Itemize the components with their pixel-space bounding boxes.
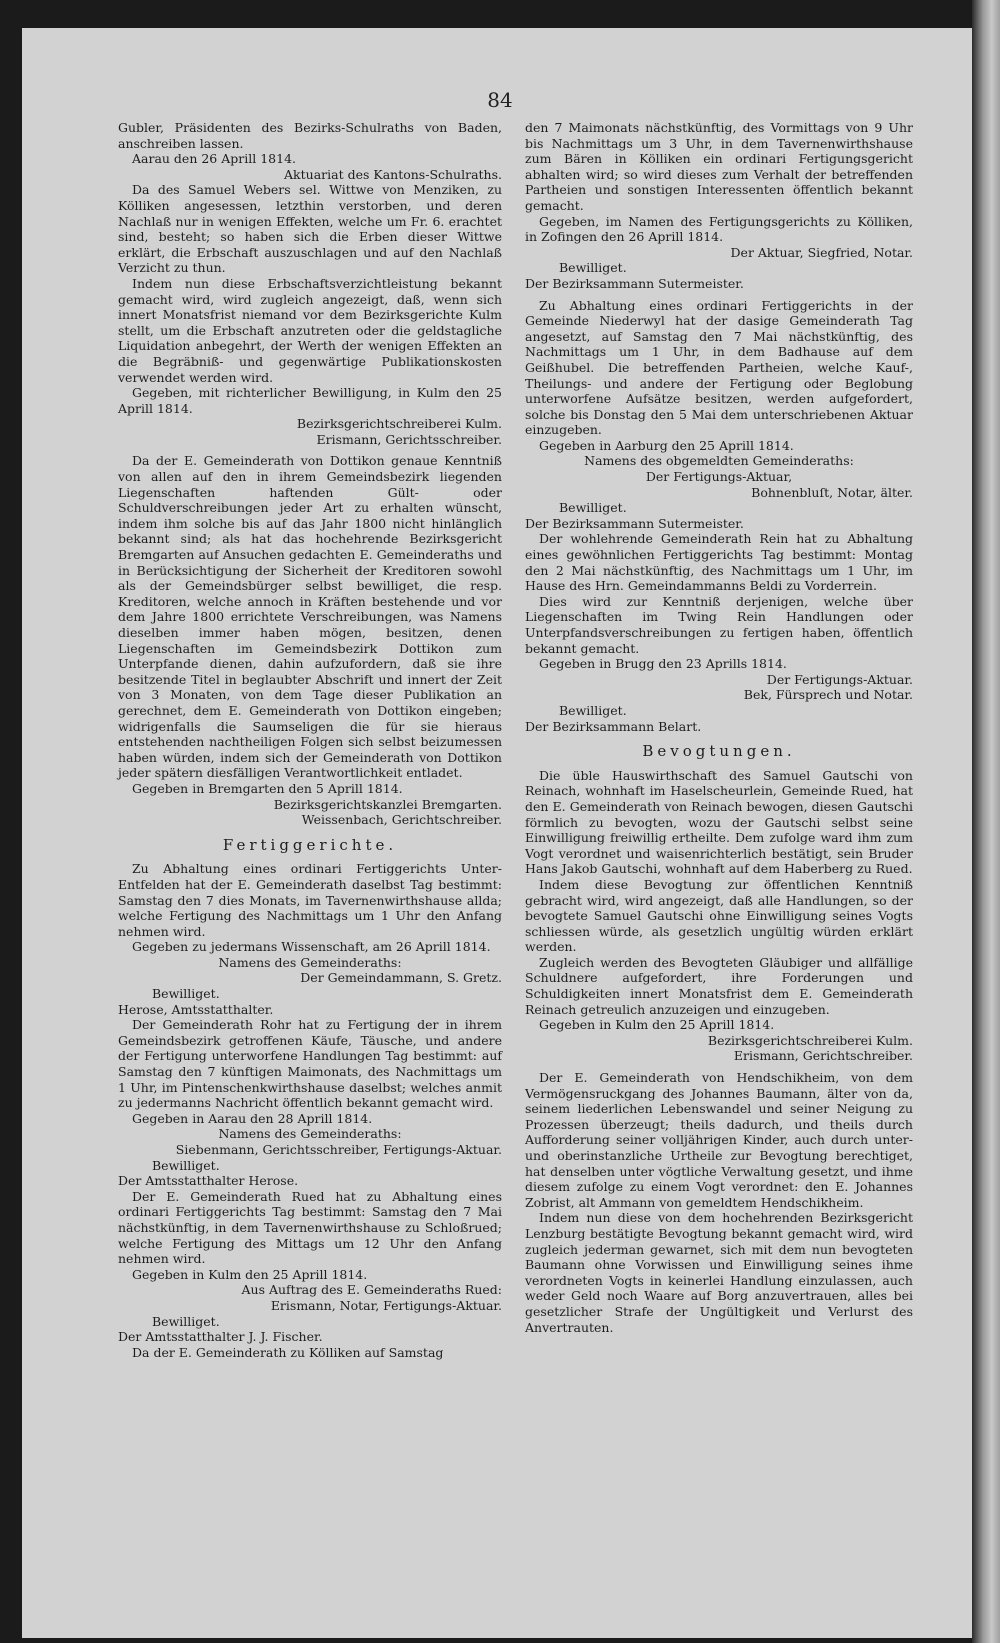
paragraph: Zugleich werden des Bevogteten Gläubiger und allfällige Schuldnere aufgefordert, ihre Forderungen und Schuldigkeiten innert Monatsfrist dem E. Gemeinderath Reinach getreulich anzuzeigen und einzugeben.	[525, 954, 913, 1017]
paragraph: Gegeben in Kulm den 25 Aprill 1814.	[539, 1017, 775, 1033]
paragraph: Der E. Gemeinderath Rued hat zu Abhaltung eines ordinari Fertiggerichts Tag bestimmt: Samstag den 7 Mai nächstkünftig, in dem Tavernenwirthshause zu Schloßrued; welche Fertigung des Mittags um 12 Uhr den Anfang nehmen wird.	[118, 1188, 502, 1267]
paragraph: Bewilliget.	[559, 702, 627, 718]
paragraph: Bezirksgerichtschreiberei Kulm.	[707, 1032, 913, 1048]
paragraph: Siebenmann, Gerichtsschreiber, Fertigungs-Aktuar.	[175, 1142, 502, 1157]
paragraph: Bewilliget.	[559, 500, 627, 516]
section-heading: Bevogtungen.	[642, 742, 796, 761]
paragraph: Aktuariat des Kantons-Schulraths.	[284, 166, 502, 182]
paragraph: Der Bezirksammann Sutermeister.	[525, 275, 744, 291]
paragraph: Dies wird zur Kenntniß derjenigen, welche über Liegenschaften im Twing Rein Handlungen oder Unterpfandsverschreibungen zu fertigen haben, öffentlich bekannt gemacht.	[525, 593, 913, 656]
paragraph: Gegeben in Brugg den 23 Aprills 1814.	[539, 656, 787, 672]
paragraph: Da der E. Gemeinderath zu Kölliken auf Samstag	[132, 1344, 444, 1360]
page-number: 84	[487, 88, 513, 112]
paragraph: Der wohlehrende Gemeinderath Rein hat zu Abhaltung eines gewöhnlichen Fertiggerichts Tag bestimmt: Montag den 2 Mai nächstkünftig, des Nachmittags um 1 Uhr, im Hause des Hrn. Gemeindammanns Beldi zu Vorderrein.	[525, 531, 913, 594]
paragraph: Gegeben, im Namen des Fertigungsgerichts zu Kölliken, in Zofingen den 26 Aprill 1814.	[525, 213, 913, 245]
paragraph: Indem nun diese Erbschaftsverzichtleistung bekannt gemacht wird, wird zugleich angezeigt, daß, wenn sich innert Monatsfrist niemand vor dem Bezirksgerichte Kulm stellt, um die Erbschaft anzutreten oder die geldstagliche Liquidation anbegehrt, der Werth der wenigen Effekten an die Begräbniß- und gegenwärtige Publikationskosten verwendet werden wird.	[118, 275, 502, 385]
paragraph: Bek, Fürsprech und Notar.	[743, 687, 913, 703]
next-page-edge	[972, 0, 1000, 1643]
paragraph: Der E. Gemeinderath von Hendschikheim, von dem Vermögensruckgang des Johannes Baumann, älter von da, seinem liederlichen Lebenswandel und seiner Neigung zu Prozessen überzeugt; theils dadurch, und theils durch Aufforderung seiner volljährigen Kinder, auch durch unter- und oberinstanzliche Urtheile zur Bevogtung berechtiget, hat denselben unter vögtliche Verwaltung gesetzt, und ihme diesem zufolge zu einem Vogt verordnet: den E. Johannes Zobrist, alt Ammann von gemeldtem Hendschikheim.	[525, 1070, 913, 1210]
paragraph: Gegeben in Aarburg den 25 Aprill 1814.	[539, 437, 794, 453]
paragraph: Der Amtsstatthalter J. J. Fischer.	[118, 1329, 323, 1345]
paragraph: Der Fertigungs-Aktuar,	[645, 469, 793, 485]
paragraph: Gegeben zu jedermans Wissenschaft, am 26 Aprill 1814.	[132, 939, 491, 955]
left-column	[118, 120, 502, 1360]
paragraph: Gegeben in Aarau den 28 Aprill 1814.	[132, 1110, 373, 1126]
paragraph: Bohnenbluſt, Notar, älter.	[751, 484, 913, 500]
paragraph: Weissenbach, Gerichtschreiber.	[301, 812, 502, 828]
paragraph: Zu Abhaltung eines ordinari Fertiggerichts Unter-Entfelden hat der E. Gemeinderath daselbst Tag bestimmt: Samstag den 7 dies Monats, im Tavernenwirthshause allda; welche Fertigung des Nachmittags um 1 Uhr den Anfang nehmen wird.	[118, 861, 502, 939]
paragraph: Der Gemeindammann, S. Gretz.	[300, 970, 502, 986]
paragraph: Zu Abhaltung eines ordinari Fertiggerichts in der Gemeinde Niederwyl hat der dasige Gemeinderath Tag angesetzt, auf Samstag den 7 Mai nächstkünftig, des Nachmittags um 1 Uhr, in dem Badhause auf dem Geißhubel. Die betreffenden Partheien, welche Kauf-, Theilungs- und andere der Fertigung oder Beglobung unterworfene Aufsätze besitzen, werden aufgefordert, solche bis Donstag den 5 Mai dem unterschriebenen Aktuar einzugeben.	[525, 297, 913, 438]
paragraph: Bewilliget.	[152, 1313, 220, 1329]
paragraph: Namens des Gemeinderaths:	[218, 954, 402, 970]
paragraph: Bezirksgerichtskanzlei Bremgarten.	[273, 796, 502, 812]
paragraph: Namens des obgemeldten Gemeinderaths:	[584, 453, 854, 469]
paragraph: Der Amtsstatthalter Herose.	[118, 1173, 299, 1189]
paragraph: Bewilliget.	[152, 986, 220, 1002]
paragraph: Gubler, Präsidenten des Bezirks-Schulraths von Baden, anschreiben lassen.	[118, 120, 502, 151]
paragraph: Die üble Hauswirthschaft des Samuel Gautschi von Reinach, wohnhaft im Haselscheurlein, Gemeinde Rued, hat den E. Gemeinderath von Reinach bewogen, diesen Gautschi förmlich zu bevogten, wozu der Gautschi selbst seine Einwilligung freiwillig ertheilte. Dem zufolge ward ihm zum Vogt verordnet und waisenrichterlich bestätigt, sein Bruder Hans Jakob Gautschi, wohnhaft auf dem Haberberg zu Rued.	[525, 767, 913, 877]
paragraph: Bewilliget.	[559, 260, 627, 276]
paragraph: Da des Samuel Webers sel. Wittwe von Menziken, zu Kölliken angesessen, letzthin verstorben, und deren Nachlaß nur in wenigen Effekten, welche um Fr. 6. erachtet sind, besteht; so haben sich die Erben dieser Wittwe erklärt, die Erbschaft auszuschlagen und auf den Nachlaß Verzicht zu thun.	[118, 182, 502, 276]
paragraph: Gegeben in Bremgarten den 5 Aprill 1814.	[132, 780, 403, 796]
paragraph: Der Gemeinderath Rohr hat zu Fertigung der in ihrem Gemeindsbezirk getroffenen Käufe, Täusche, und andere der Fertigung unterworfene Handlungen Tag bestimmt: auf Samstag den 7 künftigen Maimonats, des Nachmittags um 1 Uhr, im Pintenschenkwirthshause daselbst; welches anmit zu jedermanns Nachricht öffentlich bekannt gemacht wird.	[118, 1017, 502, 1111]
paragraph: Der Fertigungs-Aktuar.	[766, 671, 913, 687]
paragraph: Indem diese Bevogtung zur öffentlichen Kenntniß gebracht wird, wird angezeigt, daß alle Handlungen, so der bevogtete Samuel Gautschi ohne Einwilligung seines Vogts schliessen würde, als gesetzlich ungültig würden erklärt werden.	[525, 876, 913, 955]
paragraph: Erismann, Gerichtsschreiber.	[316, 431, 502, 447]
paragraph: Der Bezirksammann Belart.	[525, 718, 702, 734]
paragraph: Bewilliget.	[152, 1157, 220, 1173]
paragraph: Namens des Gemeinderaths:	[218, 1126, 402, 1142]
paragraph: Gegeben, mit richterlicher Bewilligung, in Kulm den 25 Aprill 1814.	[118, 385, 502, 416]
right-column	[525, 120, 913, 1335]
paragraph: Der Bezirksammann Sutermeister.	[525, 515, 744, 531]
section-heading: Fertiggerichte.	[222, 835, 398, 854]
paragraph: Da der E. Gemeinderath von Dottikon genaue Kenntniß von allen auf den in ihrem Gemeindsbezirk liegenden Liegenschaften haftenden Gült- oder Schuldverschreibungen jeder Art zu erhalten wünscht, indem ihm solche bis auf das Jahr 1800 nicht hinlänglich bekannt sind; als hat das hochehrende Bezirksgericht Bremgarten auf Ansuchen gedachten E. Gemeinderaths und in Berücksichtigung der Sicherheit der Kreditoren sowohl als der Gemeindsbürger selbst bewilliget, die resp. Kreditoren, welche annoch in Kräften bestehende und vor dem Jahre 1800 errichtete Verschreibungen, was Namens dieselben immer haben mögen, besitzen, denen Liegenschaften im Gemeindsbezirk Dottikon zum Unterpfande dienen, dahin aufzufordern, daß sie ihre besitzende Titel in beglaubter Abschrift und innert der Zeit von 3 Monaten, von dem Tage dieser Publikation an gerechnet, dem E. Gemeinderath von Dottikon eingeben; widrigenfalls die Saumseligen die für sie hieraus entstehenden nachtheiligen Folgen sich selbst beizumessen haben würden, indem sich der Gemeinderath von Dottikon jeder spätern diesfälligen Verantwortlichkeit entladet.	[118, 453, 502, 781]
paragraph: Der Aktuar, Siegfried, Notar.	[730, 244, 913, 260]
paragraph: den 7 Maimonats nächstkünftig, des Vormittags von 9 Uhr bis Nachmittags um 3 Uhr, in dem Tavernenwirthshause zum Bären in Kölliken ein ordinari Fertigungsgericht abhalten wird; so wird dieses zum Verhalt der betreffenden Partheien und sonstigen Interessenten öffentlich bekannt gemacht.	[525, 120, 913, 213]
paragraph: Indem nun diese von dem hochehrenden Bezirksgericht Lenzburg bestätigte Bevogtung bekannt gemacht wird, wird zugleich jederman gewarnet, sich mit dem nun bevogteten Baumann ohne Vorwissen und Einwilligung seines ihme verordneten Vogts in keinerlei Handlung einzulassen, auch weder Geld noch Waare auf Borg anzuvertrauen, alles bei gesetzlicher Strafe der Ungültigkeit und Verlurst des Anvertrauten.	[525, 1210, 913, 1335]
paragraph: Gegeben in Kulm den 25 Aprill 1814.	[132, 1266, 368, 1282]
paragraph: Bezirksgerichtschreiberei Kulm.	[296, 416, 502, 432]
paragraph: Herose, Amtsstatthalter.	[118, 1001, 274, 1017]
paragraph: Erismann, Notar, Fertigungs-Aktuar.	[270, 1297, 502, 1313]
paragraph: Aarau den 26 Aprill 1814.	[132, 151, 296, 167]
paragraph: Erismann, Gerichtschreiber.	[733, 1048, 913, 1064]
paragraph: Aus Auftrag des E. Gemeinderaths Rued:	[241, 1282, 502, 1298]
